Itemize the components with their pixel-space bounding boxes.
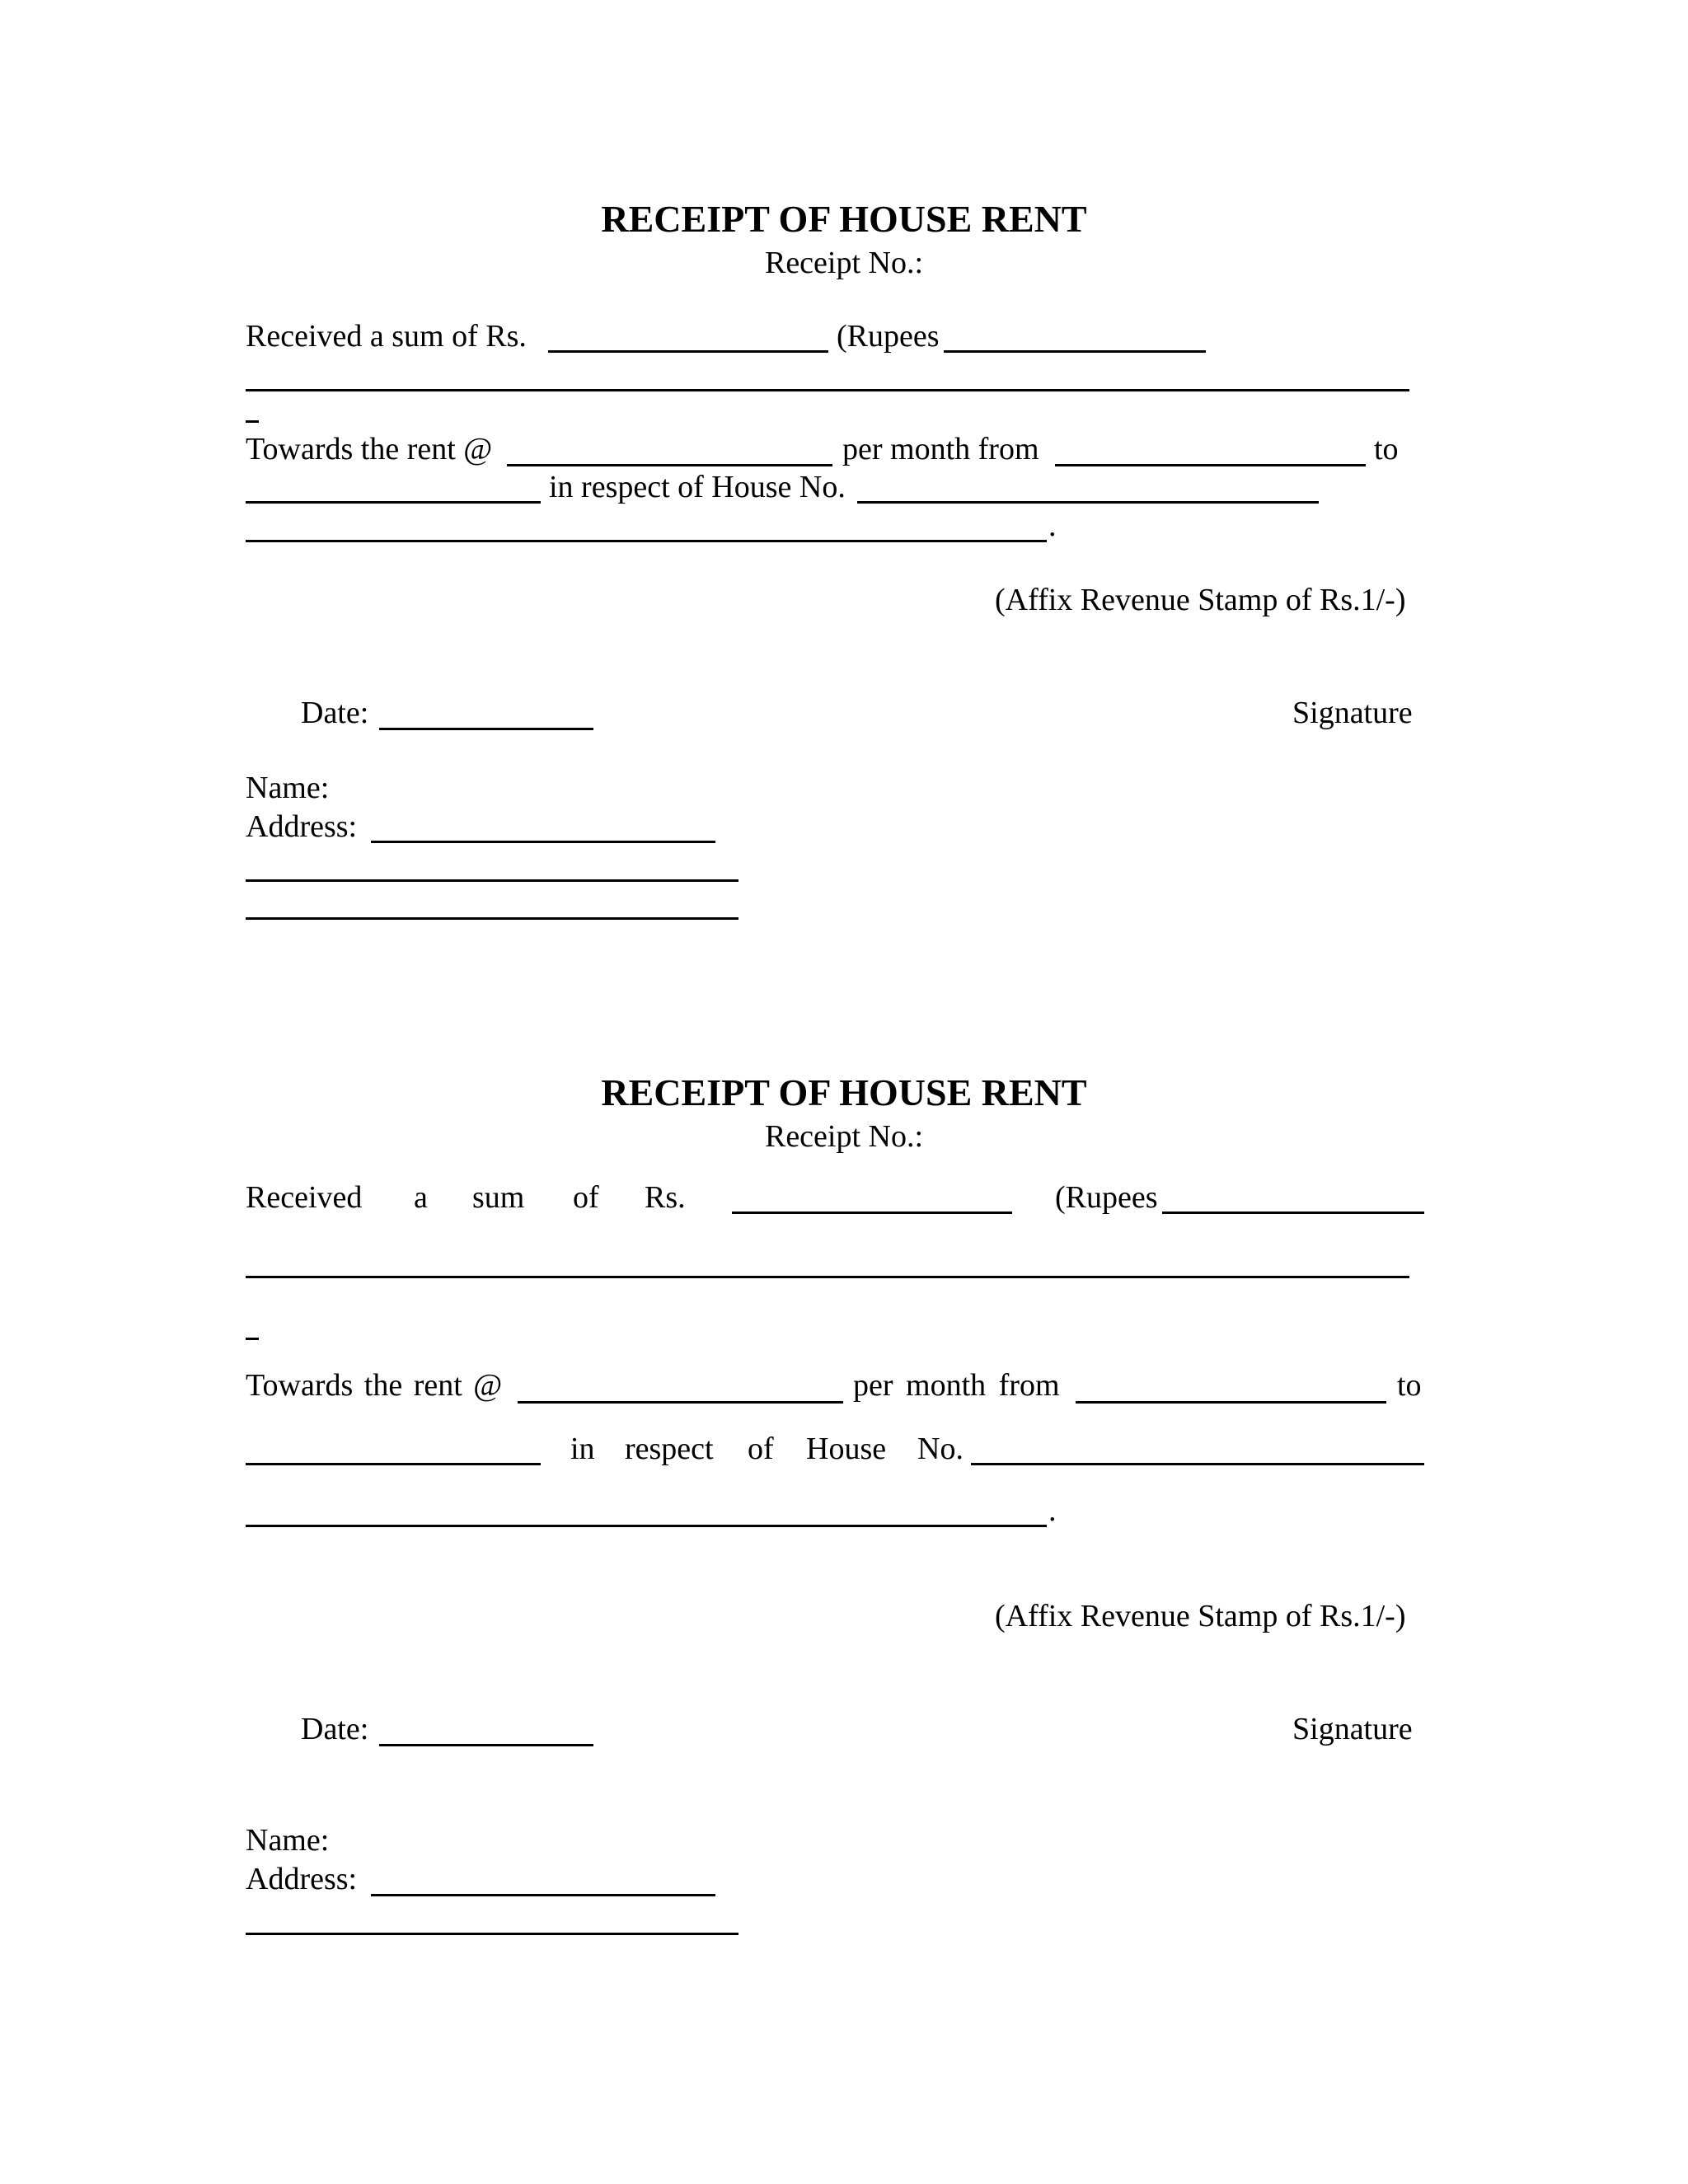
in-respect-word: in (570, 1432, 595, 1466)
received-word: a (414, 1180, 428, 1215)
rupees-label: (Rupees (837, 319, 940, 354)
receipt-no-label: Receipt No.: (764, 246, 924, 280)
from-date-field[interactable] (1076, 1401, 1386, 1404)
in-respect-word: No. (917, 1432, 964, 1466)
date-field[interactable] (379, 728, 593, 730)
to-label: to (1397, 1368, 1422, 1403)
line-dash (246, 1338, 259, 1340)
rent-rate-field[interactable] (507, 464, 832, 466)
address-field[interactable] (371, 841, 715, 843)
address-label: Address: (246, 809, 358, 844)
to-date-field[interactable] (246, 501, 541, 504)
rupees-label: (Rupees (1055, 1180, 1158, 1215)
receipt-title: RECEIPT OF HOUSE RENT (601, 1071, 1087, 1113)
date-label: Date: (301, 696, 369, 730)
in-respect-word: respect (625, 1432, 714, 1466)
to-date-field[interactable] (246, 1463, 541, 1465)
rupees-continuation-line[interactable] (246, 389, 1409, 391)
received-sum-label: Received a sum of Rs. (246, 319, 527, 354)
house-no-field[interactable] (971, 1463, 1424, 1465)
address-field[interactable] (371, 1894, 715, 1896)
receipt-no-label: Receipt No.: (764, 1119, 924, 1154)
line-dash (246, 420, 259, 423)
received-word: Received (246, 1180, 363, 1215)
in-respect-label: in respect of House No. (549, 470, 846, 504)
in-respect-word: of (748, 1432, 774, 1466)
address-continuation-line[interactable] (246, 540, 1047, 542)
towards-rent-label: Towards the rent @ (246, 432, 493, 466)
period-mark: . (1048, 509, 1057, 543)
received-word: sum (472, 1180, 525, 1215)
from-date-field[interactable] (1055, 464, 1366, 466)
revenue-stamp-note: (Affix Revenue Stamp of Rs.1/-) (995, 1599, 1406, 1633)
amount-field[interactable] (548, 350, 828, 353)
name-label: Name: (246, 1823, 330, 1858)
house-no-field[interactable] (857, 501, 1319, 504)
per-month-label: per month from (842, 432, 1039, 466)
date-field[interactable] (379, 1744, 593, 1746)
towards-rent-label: Towards the rent @ (246, 1368, 503, 1403)
period-mark: . (1048, 1493, 1057, 1528)
received-word: of (573, 1180, 599, 1215)
amount-field[interactable] (732, 1212, 1012, 1214)
address-label: Address: (246, 1862, 358, 1896)
address-continuation-line[interactable] (246, 1525, 1047, 1527)
received-word: Rs. (645, 1180, 686, 1215)
address-line-2[interactable] (246, 1933, 738, 1935)
rupees-in-words-field[interactable] (944, 350, 1206, 353)
address-line-2[interactable] (246, 879, 738, 882)
signature-label: Signature (1292, 1712, 1413, 1746)
date-label: Date: (301, 1712, 369, 1746)
in-respect-word: House (806, 1432, 887, 1466)
signature-label: Signature (1292, 696, 1413, 730)
per-month-label: per month from (853, 1368, 1060, 1403)
rupees-in-words-field[interactable] (1162, 1212, 1424, 1214)
to-label: to (1374, 432, 1399, 466)
name-label: Name: (246, 771, 330, 805)
receipt-title: RECEIPT OF HOUSE RENT (601, 198, 1087, 240)
revenue-stamp-note: (Affix Revenue Stamp of Rs.1/-) (995, 583, 1406, 617)
rupees-continuation-line[interactable] (246, 1276, 1409, 1278)
rent-rate-field[interactable] (518, 1401, 843, 1404)
address-line-3[interactable] (246, 917, 738, 920)
